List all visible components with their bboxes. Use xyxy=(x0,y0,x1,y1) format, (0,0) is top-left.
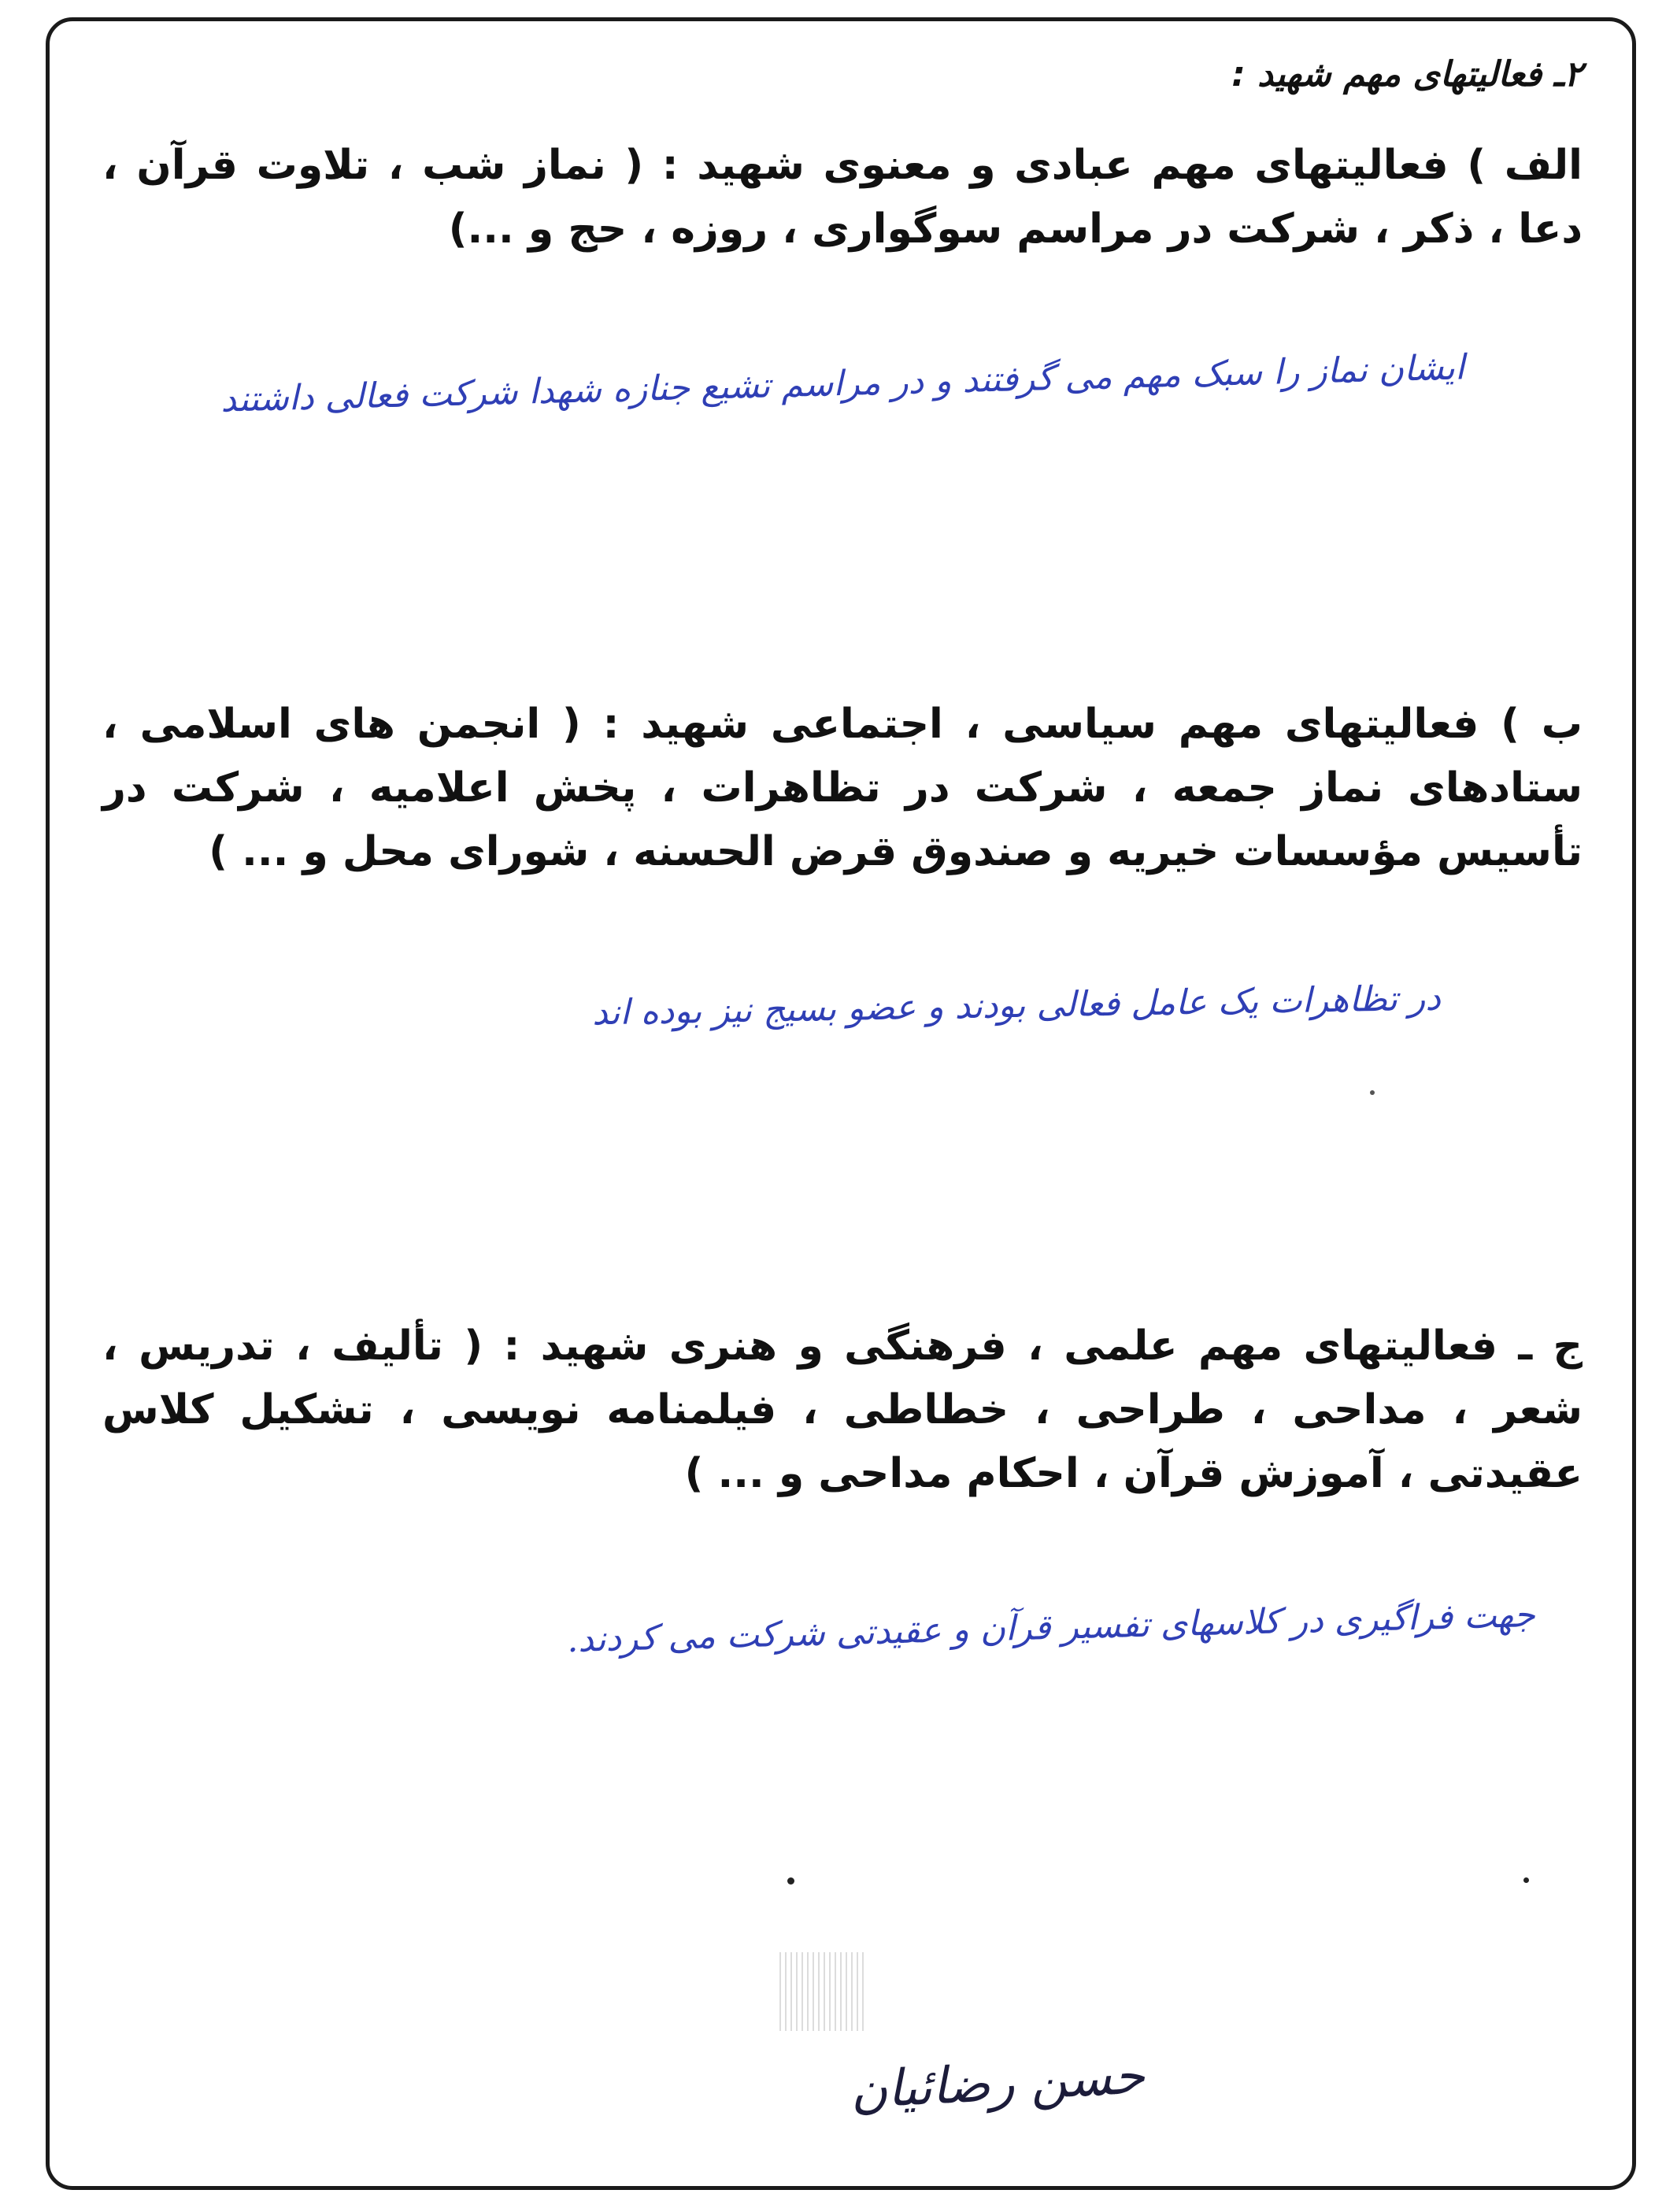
document-content xyxy=(102,47,1583,1661)
faded-stamp-mark xyxy=(779,1952,866,2031)
section-a-handwritten-answer: ایشان نماز را سبک مهم می گرفتند و در مراسم تشیع جنازه شهدا شرکت فعالی داشتند xyxy=(220,347,1465,420)
section-b-handwritten-answer: در تظاهرات یک عامل فعالی بودند و عضو بسیج نیز بوده اند xyxy=(591,978,1442,1034)
ink-speck xyxy=(787,1877,794,1885)
section-a xyxy=(102,134,1583,261)
ink-speck xyxy=(1370,1090,1375,1095)
section-heading: ۲ـ فعالیتهای مهم شهید : xyxy=(1231,54,1583,94)
handwritten-signature: حسن رضائیان xyxy=(849,2047,1146,2121)
section-b-question: ب ) فعالیتهای مهم سیاسی ، اجتماعی شهید : ( انجمن های اسلامی ، ستادهای نماز جمعه ، شرکت در تظاهرات ، پخش اعلامیه ، شرکت در تأسیس مؤسسات خیریه و صندوق قرض الحسنه ، شورای محل و ... ) xyxy=(102,701,1583,876)
section-b xyxy=(102,693,1583,884)
section-c-handwritten-answer: جهت فراگیری در کلاسهای تفسیر قرآن و عقیدتی شرکت می کردند. xyxy=(566,1594,1536,1661)
section-c xyxy=(102,1315,1583,1506)
ink-speck xyxy=(1523,1877,1529,1883)
section-c-question: ج ـ فعالیتهای مهم علمی ، فرهنگی و هنری شهید : ( تألیف ، تدریس ، شعر ، مداحی ، طراحی ، خطاطی ، فیلمنامه نویسی ، تشکیل کلاس عقیدتی ، آموزش قرآن ، احکام مداحی و ... ) xyxy=(102,1322,1583,1498)
section-a-question: الف ) فعالیتهای مهم عبادی و معنوی شهید : ( نماز شب ، تلاوت قرآن ، دعا ، ذکر ، شرکت در مراسم سوگواری ، روزه ، حج و ...) xyxy=(102,142,1583,253)
